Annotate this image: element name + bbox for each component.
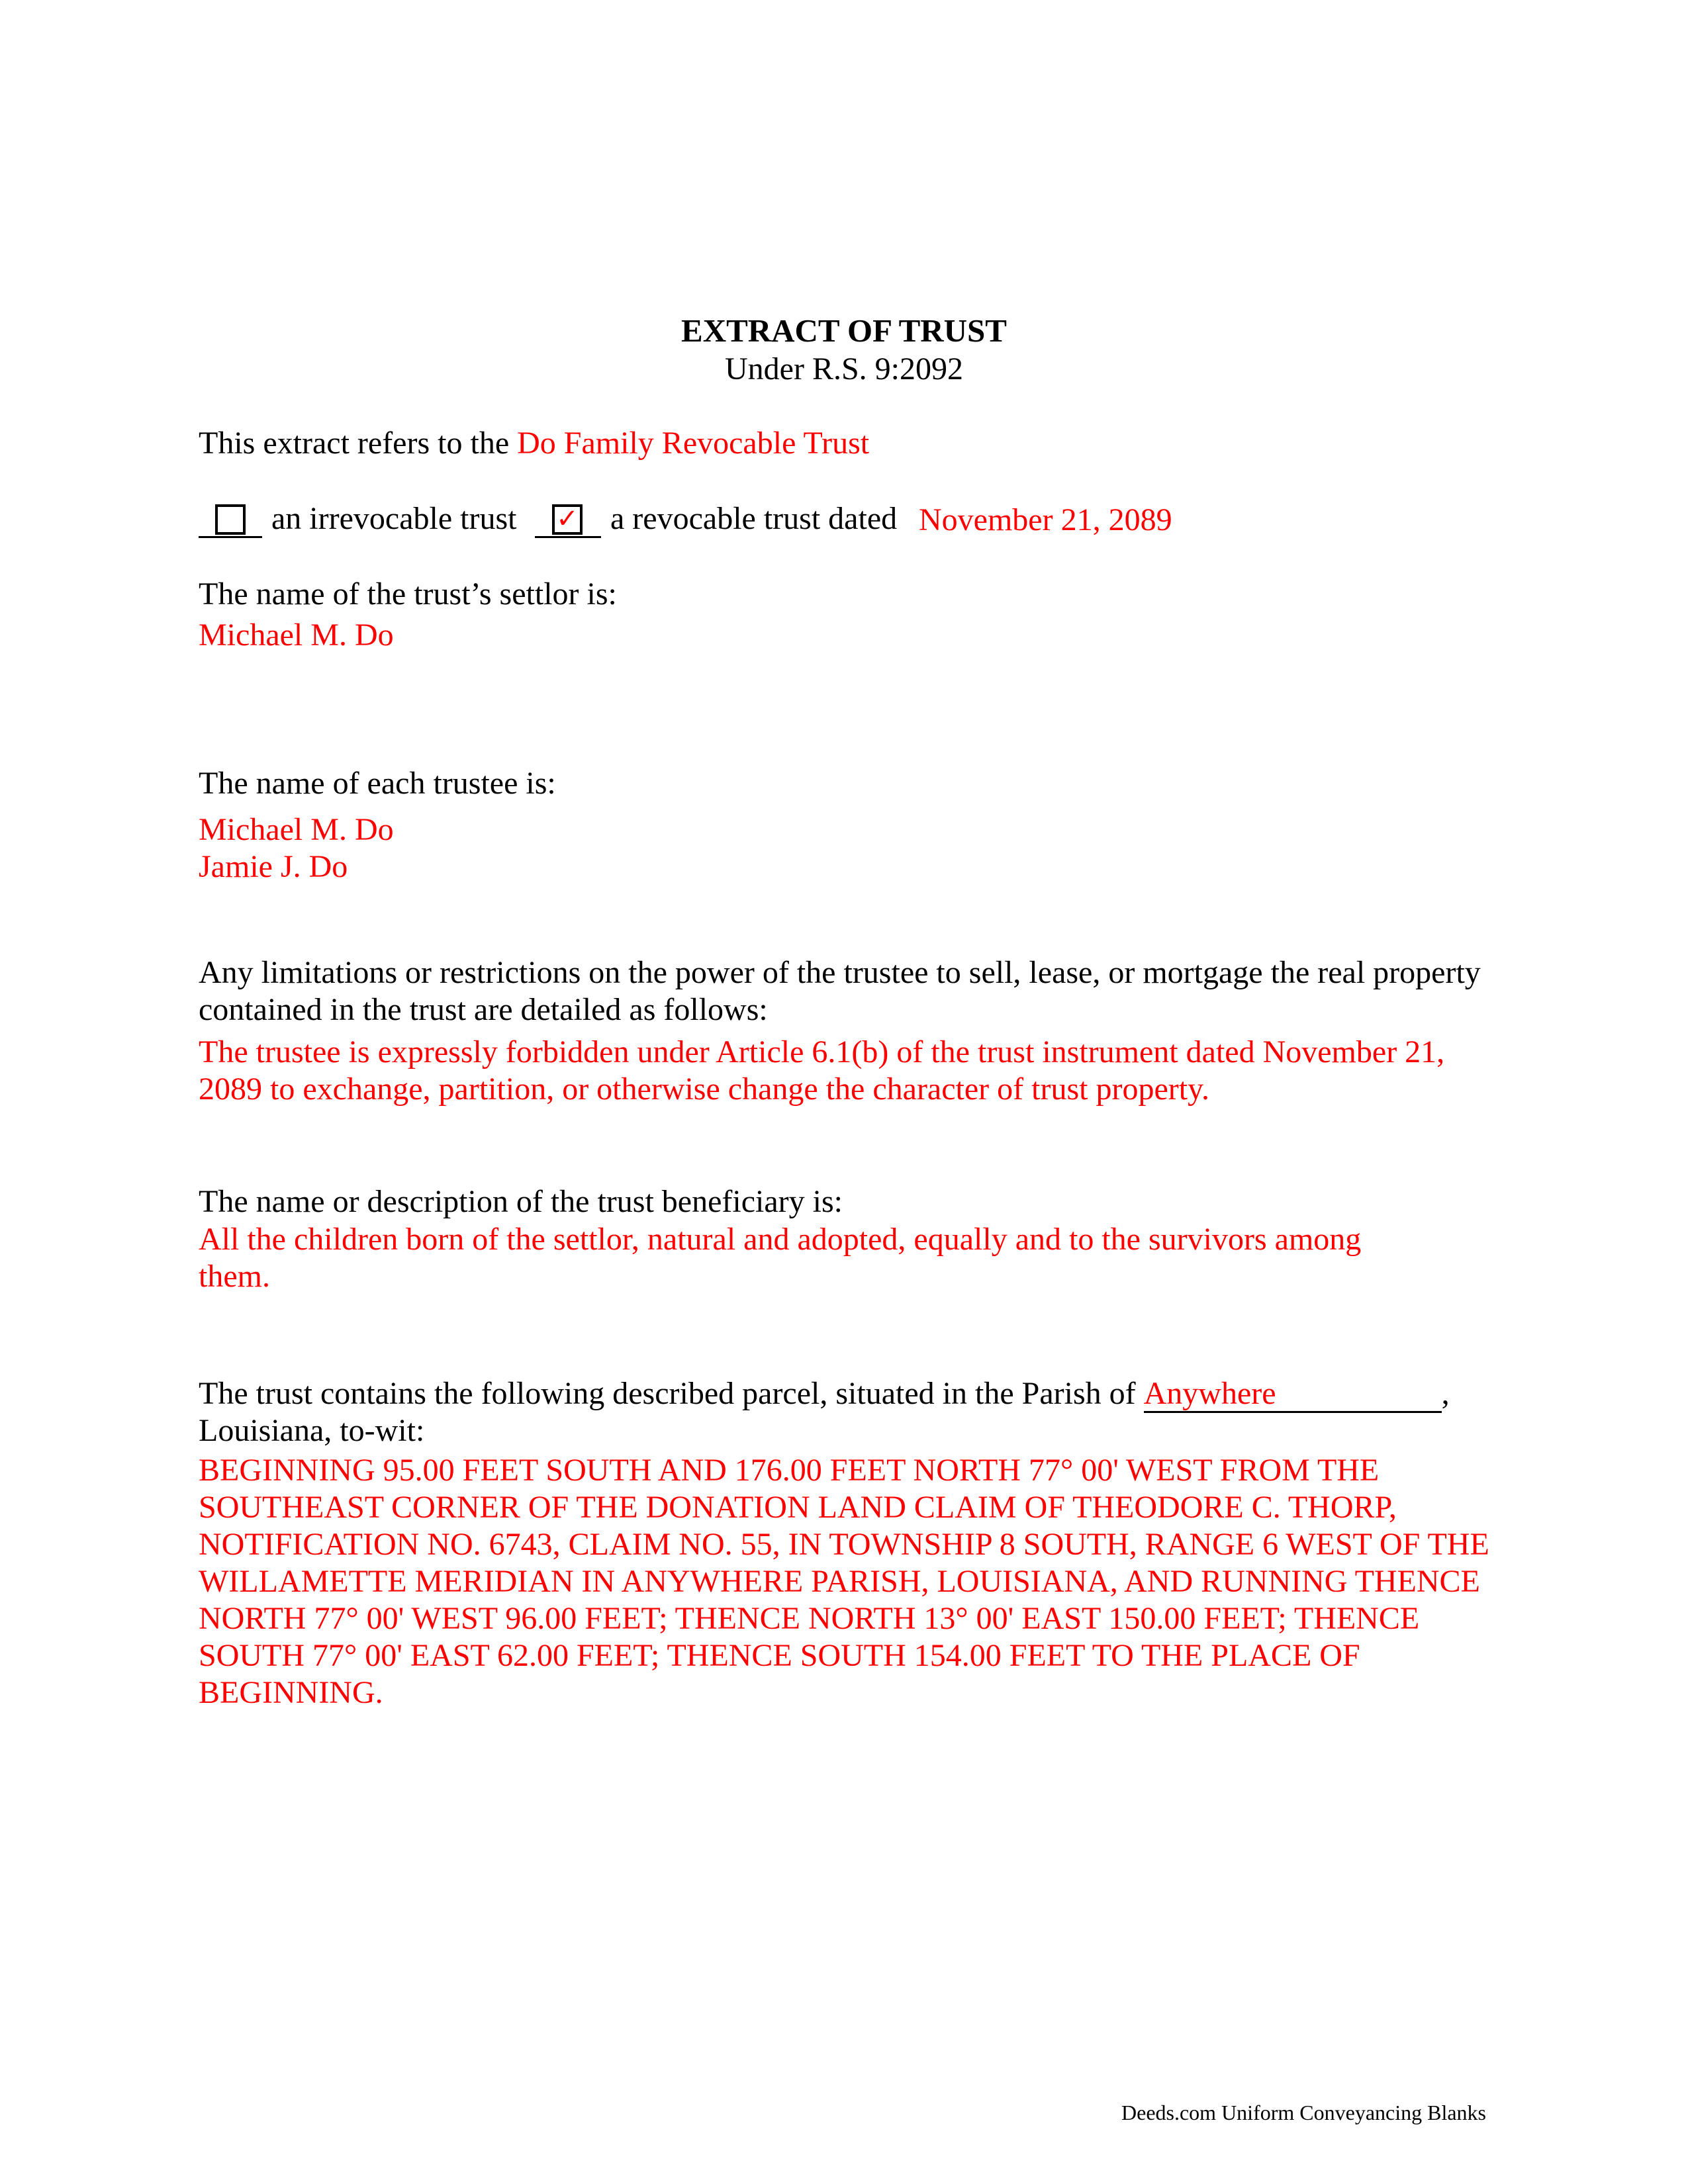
trustee-label: The name of each trustee is: (199, 766, 556, 801)
trust-type-line (199, 500, 1258, 540)
trust-name-value: Do Family Revocable Trust (517, 426, 870, 461)
parish-value: Anywhere (1144, 1377, 1442, 1413)
legal-description: BEGINNING 95.00 FEET SOUTH AND 176.00 FEET NORTH 77° 00' WEST FROM THE SOUTHEAST CORNER OF THE DONATION LAND CLAIM OF THEODORE C. THORP, NOTIFICATION NO. 6743, CLAIM NO. 55, IN TOWNSHIP 8 SOUTH, RANGE 6 WEST OF THE WILLAMETTE MERIDIAN IN ANYWHERE PARISH, LOUISIANA, AND RUNNING THENCE NORTH 77° 00' WEST 96.00 FEET; THENCE NORTH 13° 00' EAST 150.00 FEET; THENCE SOUTH 77° 00' EAST 62.00 FEET; THENCE SOUTH 154.00 FEET TO THE PLACE OF BEGINNING. (199, 1453, 1489, 1710)
beneficiary-label: The name or description of the trust beneficiary is: (199, 1184, 843, 1219)
irrevocable-label: an irrevocable trust (271, 501, 517, 536)
refers-label: This extract refers to the (199, 426, 510, 461)
state-label: Louisiana, to-wit: (199, 1413, 425, 1448)
limitations-text: The trustee is expressly forbidden under Article 6.1(b) of the trust instrument dated November 21, 2089 to exchange, partition, or otherwise change the character of trust property. (199, 1034, 1445, 1107)
trust-date-value: November 21, 2089 (919, 502, 1172, 537)
trust-name-line (199, 425, 869, 462)
revocable-check-mark: ✓ (556, 504, 579, 534)
revocable-label: a revocable trust dated (610, 501, 898, 536)
trustee-name: Jamie J. Do (199, 849, 348, 884)
limitations-label: Any limitations or restrictions on the power of the trustee to sell, lease, or mortgage the real property contained in the trust are detailed as follows: (199, 955, 1481, 1027)
document-title: EXTRACT OF TRUST (681, 312, 1007, 349)
settlor-name: Michael M. Do (199, 617, 394, 653)
beneficiary-text: All the children born of the settlor, natural and adopted, equally and to the survivors among them. (199, 1222, 1362, 1294)
revocable-checkbox[interactable] (552, 504, 583, 535)
parcel-comma: , (1441, 1376, 1450, 1411)
footer-text: Deeds.com Uniform Conveyancing Blanks (1121, 2101, 1486, 2124)
settlor-label: The name of the trust’s settlor is: (199, 576, 617, 612)
document-subtitle: Under R.S. 9:2092 (725, 351, 963, 387)
irrevocable-checkbox[interactable] (215, 504, 246, 535)
trustee-name: Michael M. Do (199, 812, 394, 847)
parcel-line (199, 1375, 1450, 1413)
parcel-label: The trust contains the following described parcel, situated in the Parish of (199, 1376, 1136, 1411)
